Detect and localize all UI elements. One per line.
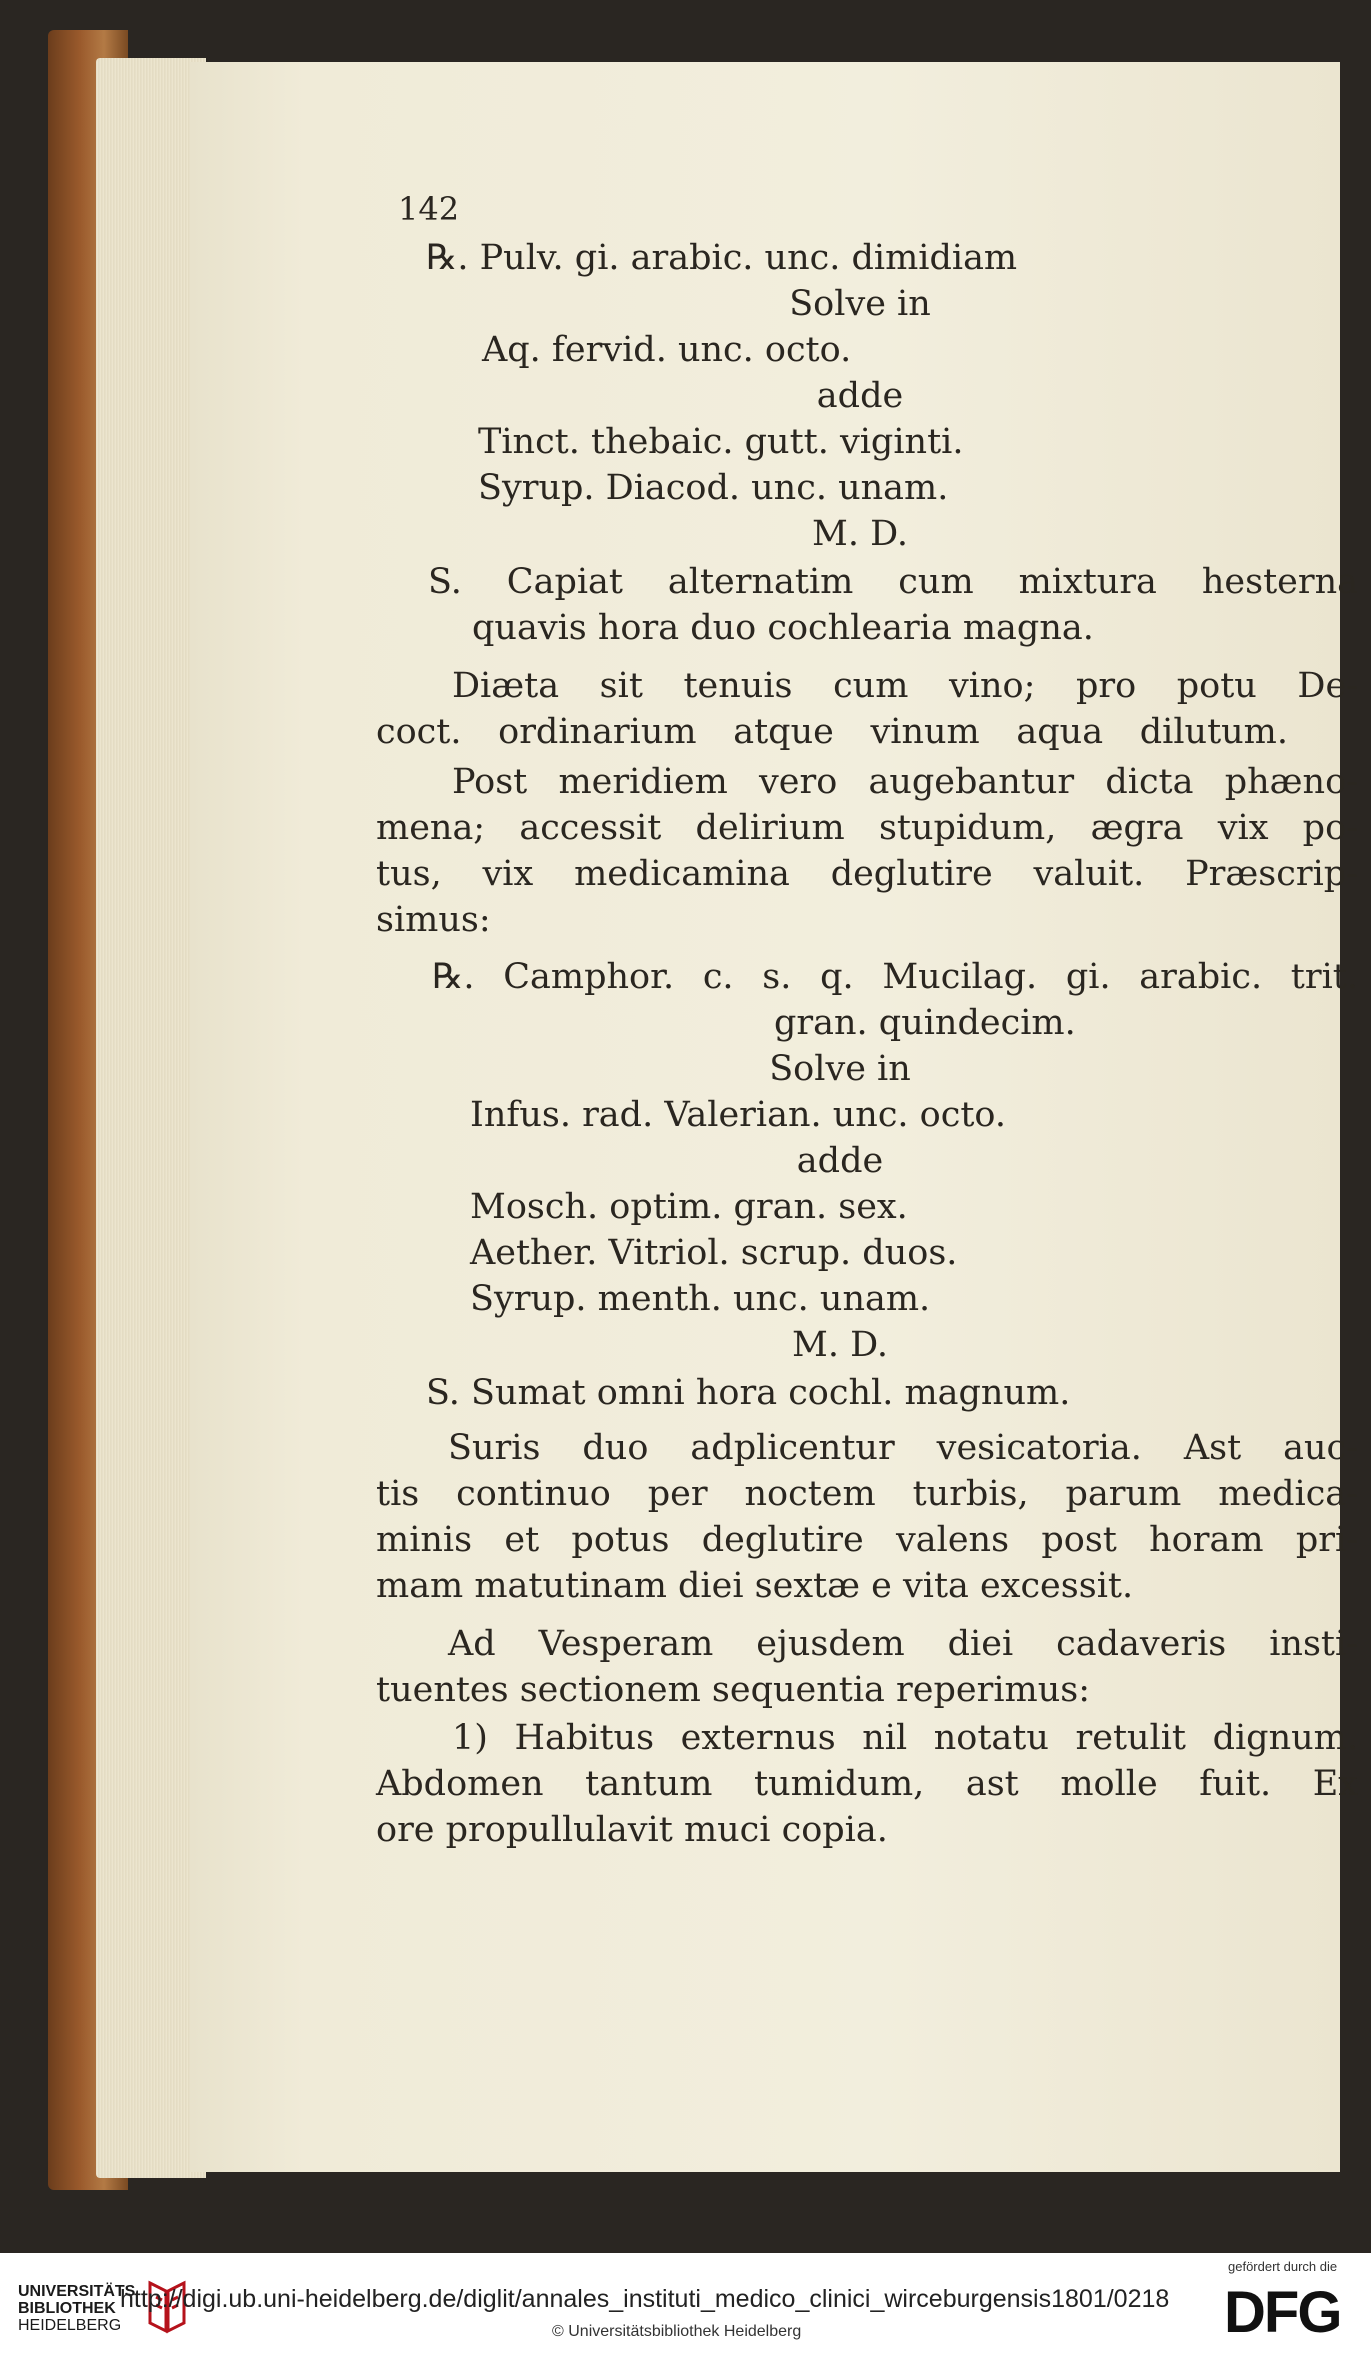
logo-line: HEIDELBERG <box>18 2317 122 2334</box>
text-line: S. Sumat omni hora cochl. magnum. <box>426 1373 1071 1413</box>
text-line: Syrup. Diacod. unc. unam. <box>478 468 949 508</box>
text-line: Aq. fervid. unc. octo. <box>482 330 852 370</box>
text-line: 1) Habitus externus nil notatu retulit dignum. <box>452 1718 1358 1758</box>
text-line: adde <box>816 376 904 416</box>
text-line: Abdomen tantum tumidum, ast molle fuit. Ex <box>376 1764 1358 1804</box>
book-page <box>190 62 1358 2172</box>
text-line: Syrup. menth. unc. unam. <box>470 1279 931 1319</box>
text-line: simus: <box>376 900 491 940</box>
text-line: M. D. <box>811 514 909 554</box>
permalink-url[interactable]: http://digi.ub.uni-heidelberg.de/diglit/annales_instituti_medico_clinici_wirceburgensis1801/0218 <box>120 2285 1170 2313</box>
text-line: tus, vix medicamina deglutire valuit. Præscrip- <box>376 854 1358 894</box>
text-line: tuentes sectionem sequentia reperimus: <box>376 1670 1090 1710</box>
sponsor-label: gefördert durch die <box>1228 2259 1338 2274</box>
logo-line: UNIVERSITÄTS <box>18 2283 136 2300</box>
text-line: coct. ordinarium atque vinum aqua dilutum. <box>376 712 1288 752</box>
dfg-logo: DFG <box>1224 2280 1341 2345</box>
text-line: S. Capiat alternatim cum mixtura hesterna <box>428 562 1358 602</box>
text-line: gran. quindecim. <box>774 1003 1076 1043</box>
text-line: minis et potus deglutire valens post horam pri- <box>376 1520 1358 1560</box>
text-line: Mosch. optim. gran. sex. <box>470 1187 908 1227</box>
text-line: Aether. Vitriol. scrup. duos. <box>470 1233 958 1273</box>
text-line: quavis hora duo cochlearia magna. <box>472 608 1094 648</box>
text-line: mam matutinam diei sextæ e vita excessit. <box>376 1566 1134 1606</box>
text-line: adde <box>796 1141 884 1181</box>
library-logo-text <box>18 2283 135 2334</box>
text-line: M. D. <box>791 1325 889 1365</box>
text-line: Diæta sit tenuis cum vino; pro potu De- <box>452 666 1358 706</box>
text-line: Infus. rad. Valerian. unc. octo. <box>470 1095 1007 1135</box>
text-line: tis continuo per noctem turbis, parum medica- <box>376 1474 1358 1514</box>
text-line: ℞. Camphor. c. s. q. Mucilag. gi. arabic. trit. <box>432 957 1358 997</box>
copyright-text: © Universitätsbibliothek Heidelberg <box>552 2323 802 2340</box>
text-line: Post meridiem vero augebantur dicta phæno- <box>452 762 1358 802</box>
text-line: ore propullulavit muci copia. <box>376 1810 888 1850</box>
logo-line: BIBLIOTHEK <box>18 2300 116 2317</box>
viewer-footer <box>0 2253 1371 2353</box>
text-line: Ad Vesperam ejusdem diei cadaveris insti- <box>448 1624 1358 1664</box>
text-line: mena; accessit delirium stupidum, ægra vix po- <box>376 808 1358 848</box>
text-line: Solve in <box>789 284 931 324</box>
text-line: Solve in <box>769 1049 911 1089</box>
page-number: 142 <box>398 190 460 228</box>
text-line: Tinct. thebaic. gutt. viginti. <box>478 422 964 462</box>
text-line: Suris duo adplicentur vesicatoria. Ast auc- <box>448 1428 1358 1468</box>
text-line: ℞. Pulv. gi. arabic. unc. dimidiam <box>426 238 1018 278</box>
